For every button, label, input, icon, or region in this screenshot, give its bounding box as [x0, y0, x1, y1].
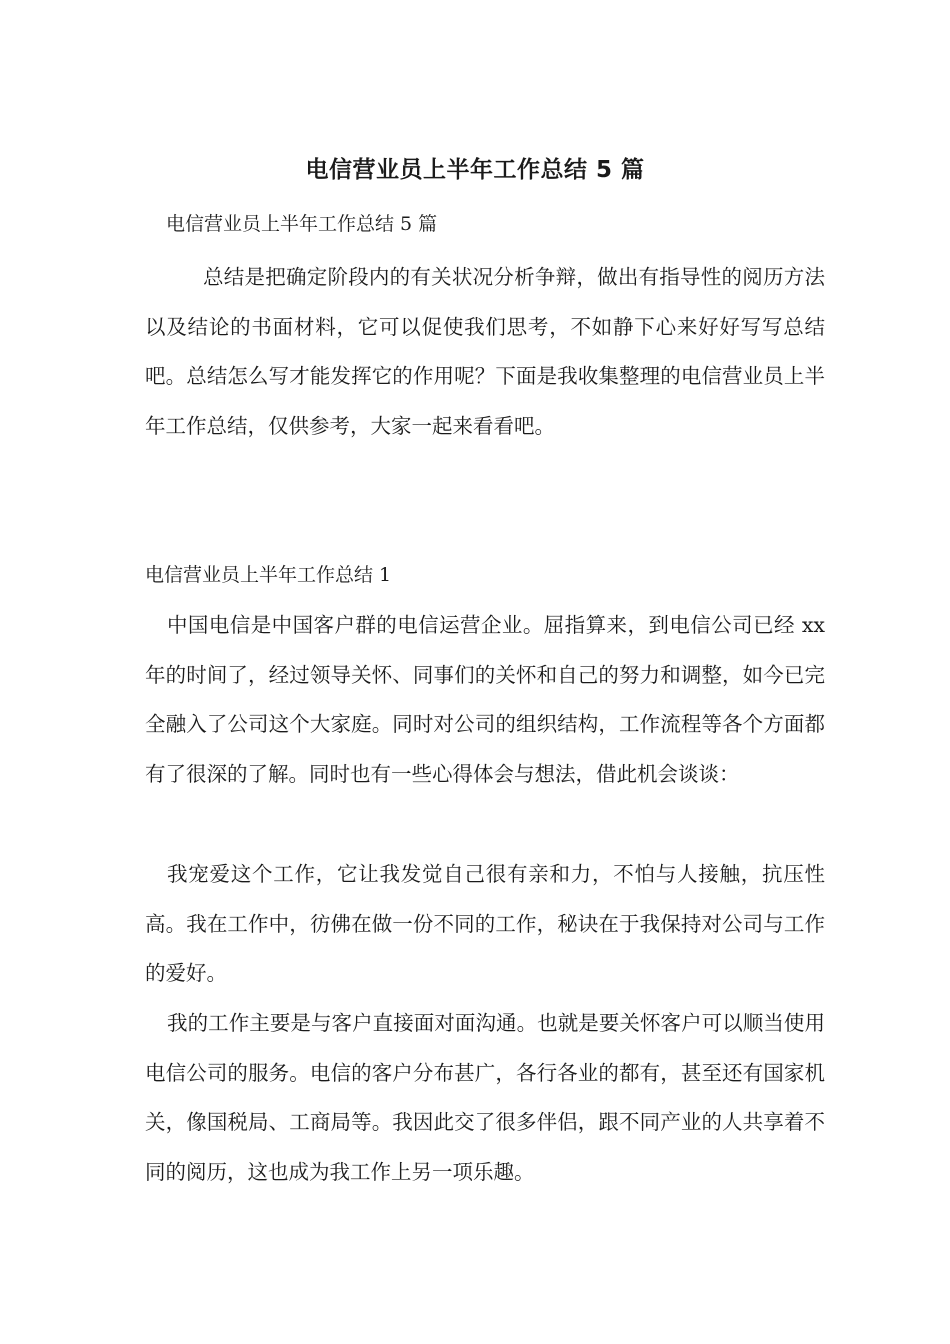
document-title: 电信营业员上半年工作总结 5 篇 — [305, 157, 645, 183]
body-paragraph: 我的工作主要是与客户直接面对面沟通。也就是要关怀客户可以顺当使用电信公司的服务。电信的客户分布甚广，各行各业的都有，甚至还有国家机关，像国税局、工商局等。我因此交了很多伴侣，跟不同产业的人共享着不同的阅历，这也成为我工作上另一项乐趣。 — [145, 1011, 825, 1184]
document-subtitle: 电信营业员上半年工作总结 5 篇 — [166, 213, 438, 235]
body-paragraph: 中国电信是中国客户群的电信运营企业。屈指算来，到电信公司已经 xx 年的时间了，经过领导关怀、同事们的关怀和自己的努力和调整，如今已完全融入了公司这个大家庭。同时对公司的组织结构，工作流程等各个方面都有了很深的了解。同时也有一些心得体会与想法，借此机会谈谈： — [145, 613, 825, 786]
section-heading: 电信营业员上半年工作总结 1 — [145, 564, 392, 586]
body-paragraph: 我宠爱这个工作，它让我发觉自己很有亲和力，不怕与人接触，抗压性高。我在工作中，彷佛在做一份不同的工作，秘诀在于我保持对公司与工作的爱好。 — [145, 862, 825, 985]
intro-paragraph: 总结是把确定阶段内的有关状况分析争辩，做出有指导性的阅历方法以及结论的书面材料，它可以促使我们思考，不如静下心来好好写写总结吧。总结怎么写才能发挥它的作用呢？下面是我收集整理的电信营业员上半年工作总结，仅供参考，大家一起来看看吧。 — [145, 265, 825, 438]
